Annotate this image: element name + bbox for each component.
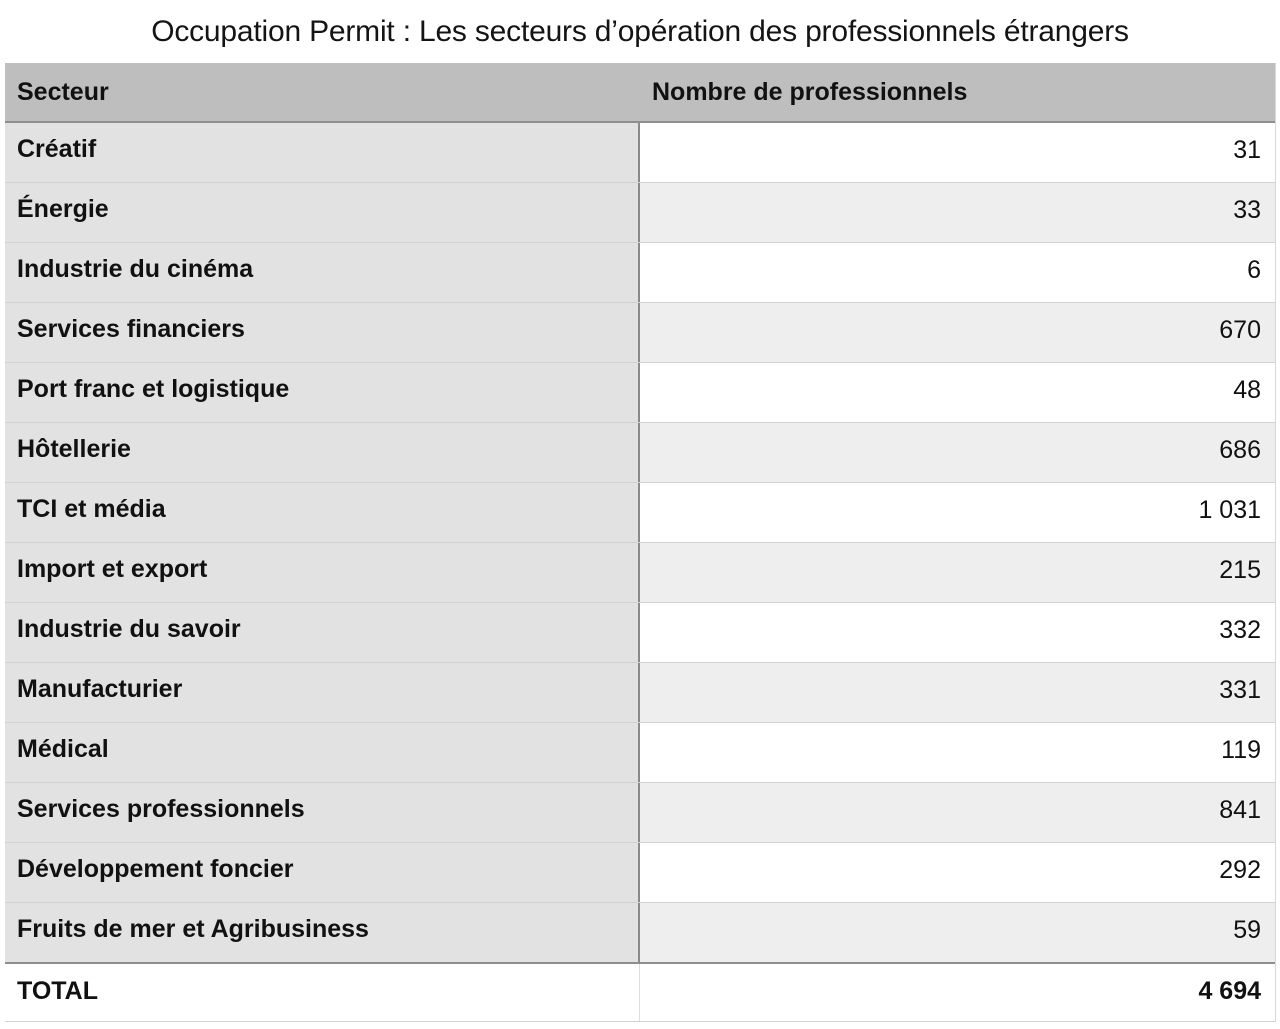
table-row	[5, 243, 1275, 303]
professional-count: 1 031	[640, 483, 1275, 542]
table-row	[5, 183, 1275, 243]
total-label: TOTAL	[5, 964, 640, 1021]
column-header-sector: Secteur	[17, 78, 109, 106]
table-row	[5, 543, 1275, 603]
professional-count: 33	[640, 183, 1275, 242]
professional-count: 332	[640, 603, 1275, 662]
table-total-row	[5, 962, 1275, 1022]
professional-count: 48	[640, 363, 1275, 422]
table-row	[5, 903, 1275, 963]
professional-count: 119	[640, 723, 1275, 782]
sector-name: Énergie	[5, 183, 640, 242]
sector-name: TCI et média	[5, 483, 640, 542]
professional-count: 6	[640, 243, 1275, 302]
professional-count: 841	[640, 783, 1275, 842]
table-row	[5, 423, 1275, 483]
table-header-row	[5, 63, 1275, 123]
table-row	[5, 723, 1275, 783]
table-row	[5, 483, 1275, 543]
table-row	[5, 663, 1275, 723]
sector-name: Hôtellerie	[5, 423, 640, 482]
table-row	[5, 783, 1275, 843]
table-row	[5, 843, 1275, 903]
table-row	[5, 123, 1275, 183]
table-row	[5, 603, 1275, 663]
professional-count: 670	[640, 303, 1275, 362]
page-title: Occupation Permit : Les secteurs d’opération des professionnels étrangers	[151, 15, 1129, 48]
sector-name: Industrie du cinéma	[5, 243, 640, 302]
professional-count: 59	[640, 903, 1275, 962]
table-row	[5, 303, 1275, 363]
professional-count: 215	[640, 543, 1275, 602]
total-value: 4 694	[640, 964, 1275, 1021]
sector-name: Développement foncier	[5, 843, 640, 902]
table-row	[5, 363, 1275, 423]
sector-name: Fruits de mer et Agribusiness	[5, 903, 640, 962]
sector-name: Médical	[5, 723, 640, 782]
column-header-count: Nombre de professionnels	[652, 78, 968, 106]
professional-count: 292	[640, 843, 1275, 902]
sector-name: Créatif	[5, 123, 640, 182]
sector-name: Services financiers	[5, 303, 640, 362]
table-body	[5, 123, 1275, 963]
professional-count: 31	[640, 123, 1275, 182]
professional-count: 686	[640, 423, 1275, 482]
sector-name: Services professionnels	[5, 783, 640, 842]
sector-name: Port franc et logistique	[5, 363, 640, 422]
sector-name: Manufacturier	[5, 663, 640, 722]
sector-name: Industrie du savoir	[5, 603, 640, 662]
sector-name: Import et export	[5, 543, 640, 602]
sectors-table	[5, 63, 1276, 1022]
professional-count: 331	[640, 663, 1275, 722]
